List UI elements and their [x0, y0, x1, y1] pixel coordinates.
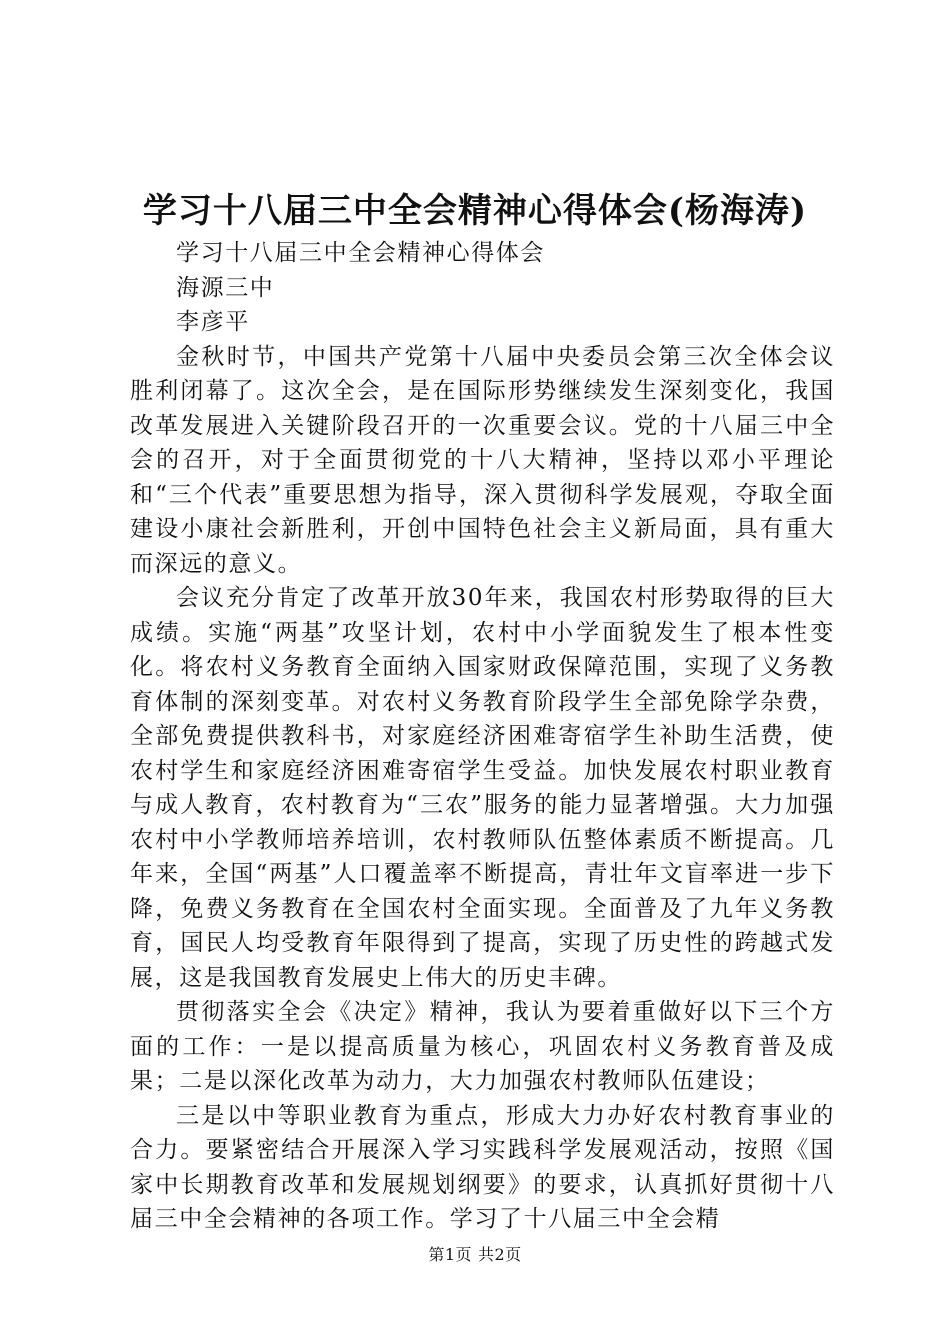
body-paragraph: 三是以中等职业教育为重点，形成大力办好农村教育事业的合力。要紧密结合开展深入学习实践科学发展观活动，按照《国家中长期教育改革和发展规划纲要》的要求，认真抓好贯彻十八届三中全会精神的各项工作。学习了十八届三中全会精 — [130, 1102, 835, 1232]
document-title: 学习十八届三中全会精神心得体会(杨海涛) — [142, 191, 808, 231]
page-number: 第1页 — [428, 1245, 472, 1264]
page-footer — [0, 1244, 950, 1266]
heading-line-school: 海源三中 — [176, 274, 275, 301]
body-paragraph: 会议充分肯定了改革开放30年来，我国农村形势取得的巨大成绩。实施“两基”攻坚计划，农村中小学面貌发生了根本性变化。将农村义务教育全面纳入国家财政保障范围，实现了义务教育体制的深刻变革。对农村义务教育阶段学生全部免除学杂费，全部免费提供教科书，对家庭经济困难寄宿学生补助生活费，使农村学生和家庭经济困难寄宿学生受益。加快发展农村职业教育与成人教育，农村教育为“三农”服务的能力显著增强。大力加强农村中小学教师培养培训，农村教师队伍整体素质不断提高。几年来，全国“两基”人口覆盖率不断提高，青壮年文盲率进一步下降，免费义务教育在全国农村全面实现。全面普及了九年义务教育，国民人均受教育年限得到了提高，实现了历史性的跨越式发展，这是我国教育发展史上伟大的历史丰碑。 — [130, 585, 835, 991]
page-total: 共2页 — [478, 1245, 522, 1264]
heading-line-author: 李彦平 — [176, 309, 250, 335]
body-paragraph: 金秋时节，中国共产党第十八届中央委员会第三次全体会议胜利闭幕了。这次全会，是在国际形势继续发生深刻变化，我国改革发展进入关键阶段召开的一次重要会议。党的十八届三中全会的召开，对于全面贯彻党的十八大精神，坚持以邓小平理论和“三个代表”重要思想为指导，深入贯彻科学发展观，夺取全面建设小康社会新胜利，开创中国特色社会主义新局面，具有重大而深远的意义。 — [130, 343, 835, 577]
body-paragraph: 贯彻落实全会《决定》精神，我认为要着重做好以下三个方面的工作：一是以提高质量为核心，巩固农村义务教育普及成果；二是以深化改革为动力，大力加强农村教师队伍建设； — [130, 999, 835, 1094]
document-body — [130, 236, 835, 1237]
heading-line-topic: 学习十八届三中全会精神心得体会 — [176, 240, 545, 266]
